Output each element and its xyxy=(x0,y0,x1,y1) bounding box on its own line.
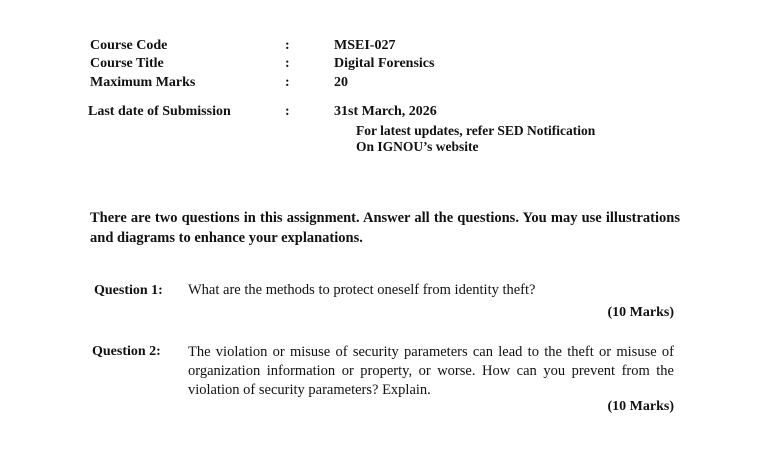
question-2-label: Question 2: xyxy=(92,344,161,359)
submission-date-separator: : xyxy=(285,104,290,119)
question-2-text: The violation or misuse of security parameters can lead to the theft or misuse of organization information or property, or worse. How can you prevent from the violation of security parameters? Explain. xyxy=(188,344,674,398)
submission-date-value: 31st March, 2026 xyxy=(334,104,437,119)
course-code-separator: : xyxy=(285,38,290,53)
question-1-marks: (10 Marks) xyxy=(607,305,674,320)
update-note-line1: For latest updates, refer SED Notification xyxy=(356,123,596,138)
course-title-label: Course Title xyxy=(90,56,164,71)
question-1-text: What are the methods to protect oneself from identity theft? xyxy=(188,282,536,298)
course-title-separator: : xyxy=(285,56,290,71)
course-code-value: MSEI-027 xyxy=(334,38,396,53)
question-2-marks: (10 Marks) xyxy=(607,399,674,414)
maximum-marks-separator: : xyxy=(285,75,290,90)
course-title-value: Digital Forensics xyxy=(334,56,435,71)
submission-date-label: Last date of Submission xyxy=(88,104,231,119)
maximum-marks-value: 20 xyxy=(334,75,348,90)
maximum-marks-label: Maximum Marks xyxy=(90,75,196,90)
question-1-label: Question 1: xyxy=(94,283,163,298)
course-code-label: Course Code xyxy=(90,38,168,53)
update-note-line2: On IGNOU’s website xyxy=(356,139,479,154)
assignment-instructions: There are two questions in this assignment. Answer all the questions. You may use illustrations and diagrams to enhance your explanations. xyxy=(90,210,680,246)
